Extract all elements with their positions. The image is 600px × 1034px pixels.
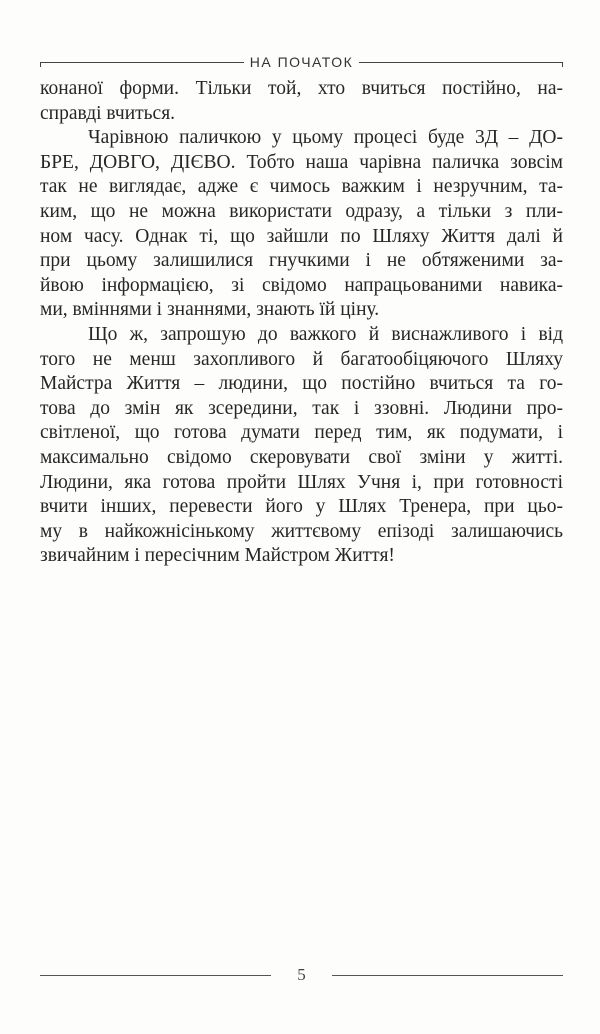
text-line: това до змін як зсередини, так і ззовні. Людини про- bbox=[40, 397, 563, 419]
header-rule-left bbox=[40, 62, 244, 63]
text-line: йвою інформацією, зі свідомо напрацьованими навика- bbox=[40, 274, 563, 296]
header-rule-right bbox=[359, 62, 563, 63]
paragraph bbox=[40, 77, 563, 126]
text-line: Людини, яка готова пройти Шлях Учня і, при готовності bbox=[40, 471, 563, 493]
text-line: БРЕ, ДОВГО, ДІЄВО. Тобто наша чарівна паличка зовсім bbox=[40, 151, 563, 173]
text-line: ким, що не можна використати одразу, а тільки з пли- bbox=[40, 200, 563, 222]
text-line: вчити інших, перевести його у Шлях Тренера, при цьо- bbox=[40, 496, 563, 518]
text-line: світленої, що готова думати перед тим, як подумати, і bbox=[40, 422, 563, 444]
page-footer bbox=[40, 965, 563, 985]
text-line: Чарівною паличкою у цьому процесі буде 3Д – ДО- bbox=[88, 127, 563, 149]
paragraph bbox=[40, 323, 563, 569]
text-line: при цьому залишилися гнучкими і не обтяженими за- bbox=[40, 250, 563, 272]
page-number: 5 bbox=[297, 965, 306, 984]
text-line: так не виглядає, адже є чимось важким і незручним, та- bbox=[40, 176, 563, 198]
text-line: справді вчиться. bbox=[40, 102, 176, 124]
text-line: ном часу. Однак ті, що зайшли по Шляху Життя далі й bbox=[40, 225, 563, 247]
text-line: того не менш захопливого й багатообіцяючого Шляху bbox=[40, 348, 563, 370]
footer-rule-right bbox=[332, 975, 563, 976]
paragraph bbox=[40, 126, 563, 323]
text-line: конаної форми. Тільки той, хто вчиться постійно, на- bbox=[40, 78, 563, 99]
running-header-title: НА ПОЧАТОК bbox=[249, 54, 354, 70]
text-line: Що ж, запрошую до важкого й виснажливого і від bbox=[88, 323, 563, 345]
text-line: максимально свідомо скеровувати свої зміни у житті. bbox=[40, 446, 563, 468]
running-header bbox=[40, 52, 563, 72]
text-line: звичайним і пересічним Майстром Життя! bbox=[40, 545, 395, 567]
page-body-text bbox=[40, 77, 563, 569]
text-line: му в найкожнісінькому життєвому епізоді залишаючись bbox=[40, 520, 563, 542]
footer-rule-left bbox=[40, 975, 271, 976]
text-line: Майстра Життя – людини, що постійно вчиться та го- bbox=[40, 373, 563, 395]
text-line: ми, вміннями і знаннями, знають їй ціну. bbox=[40, 299, 380, 321]
